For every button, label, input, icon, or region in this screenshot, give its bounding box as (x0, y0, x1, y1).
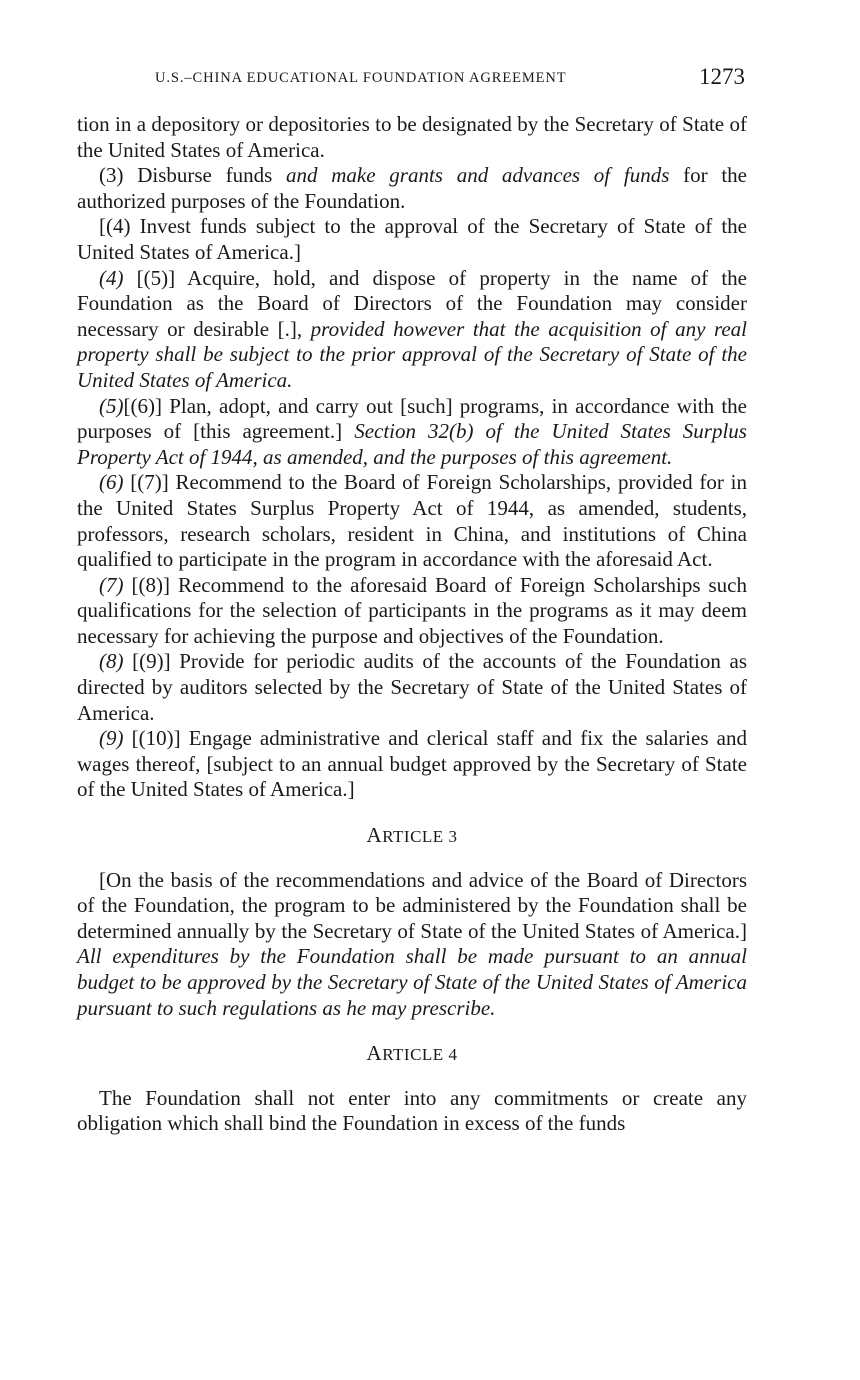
text-run: [(4) Invest funds subject to the approval of the Secretary of State of the United States of America.] (77, 214, 747, 264)
italic-text: (9) (99, 726, 124, 751)
italic-text: (8) (99, 649, 124, 674)
paragraph (77, 573, 747, 650)
italic-text: provided however that the acquisition of any real property shall be subject to the prior approval of the Secretary of State of the United States of America. (77, 316, 747, 392)
running-title: U.S.–CHINA EDUCATIONAL FOUNDATION AGREEMENT (155, 70, 567, 86)
text-run: [On the basis of the recommendations and advice of the Board of Directors of the Foundation, the program to be administered by the Foundation shall be determined annually by the Secretary of State of the United States of America.] (77, 867, 747, 943)
text-run: [(8)] Recommend to the aforesaid Board of Foreign Scholarships such qualifications for the selection of participants in the programs as it may deem necessary for achieving the purpose and objectives of the Foundation. (77, 572, 747, 648)
italic-text: Section 32(b) of the United States Surplus Property Act of 1944, as amended, and the purposes of this agreement. (77, 419, 747, 469)
text-run: [(6)] Plan, adopt, and carry out [such] programs, in accordance with the purposes of [this agreement.] (77, 393, 747, 444)
paragraph (77, 214, 747, 265)
page-number: 1273 (699, 64, 745, 89)
italic-text: (4) (99, 265, 124, 290)
text-run: (3) Disburse funds (99, 163, 287, 188)
article-4-body (77, 1086, 747, 1137)
paragraph (77, 266, 747, 394)
italic-text: All expenditures by the Foundation shall be made pursuant to an annual budget to be approved by the Secretary of State of the United States of America pursuant to such regulations as he may prescribe. (77, 944, 747, 1020)
article-3-heading: ARTICLE 3 (366, 823, 458, 848)
italic-text: (6) (99, 470, 124, 495)
text-run: [(7)] Recommend to the Board of Foreign Scholarships, provided for in the United States Surplus Property Act of 1944, as amended, students, professors, research scholars, resident in China, and institutions of China qualified to participate in the program in accordance with the aforesaid Act. (77, 470, 747, 572)
paragraph (77, 726, 747, 803)
paragraph (77, 394, 747, 471)
paragraph (77, 470, 747, 572)
article-3-body (77, 868, 747, 1022)
paragraph (77, 649, 747, 726)
body-text (77, 112, 747, 1137)
article-2-continued (77, 112, 747, 803)
paragraph (77, 868, 747, 1022)
text-run: The Foundation shall not enter into any commitments or create any obligation which shall bind the Foundation in excess of the funds (77, 1085, 747, 1136)
document-page (77, 66, 747, 1137)
text-run: [(9)] Provide for periodic audits of the accounts of the Foundation as directed by auditors selected by the Secretary of State of the United States of America. (77, 649, 747, 725)
text-run: [(5)] Acquire, hold, and dispose of property in the name of the Foundation as the Board of Directors of the Foundation may consider necessary or desirable [.], (77, 265, 747, 341)
page-header (77, 66, 747, 100)
paragraph (77, 1086, 747, 1137)
italic-text: (5) (99, 393, 124, 418)
text-run: tion in a depository or depositories to be designated by the Secretary of State of the United States of America. (77, 112, 747, 162)
text-run: [(10)] Engage administrative and clerical staff and fix the salaries and wages thereof, [subject to an annual budget approved by the Secretary of State of the United States of America.] (77, 726, 747, 802)
text-run: for the authorized purposes of the Foundation. (77, 163, 747, 213)
italic-text: and make grants and advances of funds (286, 163, 670, 188)
article-4-heading: ARTICLE 4 (366, 1041, 458, 1066)
paragraph (77, 163, 747, 214)
italic-text: (7) (99, 572, 124, 597)
paragraph (77, 112, 747, 163)
